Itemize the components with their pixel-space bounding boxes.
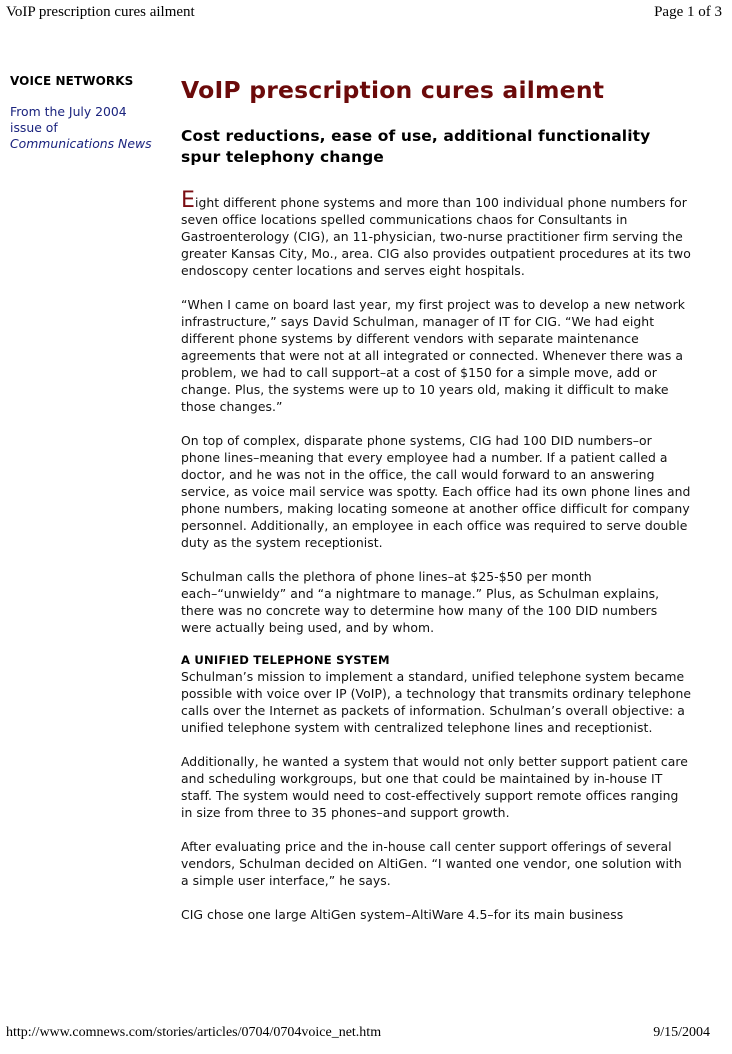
section-label: VOICE NETWORKS <box>10 74 134 88</box>
sidebar <box>10 74 170 152</box>
article <box>181 76 691 940</box>
page-url: http://www.comnews.com/stories/articles/0704/0704voice_net.htm <box>6 1025 382 1040</box>
article-subtitle: Cost reductions, ease of use, additional functionality spur telephony change <box>181 127 651 166</box>
paragraph-6: Additionally, he wanted a system that would not only better support patient care and scheduling workgroups, but one that could be maintained by in-house IT staff. The system would need to cost-effectively support remote offices ranging in size from three to 35 phones–and support growth. <box>181 754 688 820</box>
paragraph-5: Schulman’s mission to implement a standard, unified telephone system became possible with voice over IP (VoIP), a technology that transmits ordinary telephone calls over the Internet as packets of information. Schulman’s overall objective: a unified telephone system with centralized telephone lines and receptionist. <box>181 669 692 735</box>
publication-name: Communications News <box>10 136 152 151</box>
issue-note <box>10 104 170 152</box>
paragraph-text: ight different phone systems and more than 100 individual phone numbers for seven office locations spelled communications chaos for Consultants in Gastroenterology (CIG), an 11-physician, two-nurse practitioner firm serving the greater Kansas City, Mo., area. CIG also provides outpatient procedures at its two endoscopy center locations and serves eight hospitals. <box>181 195 691 278</box>
paragraph-7: After evaluating price and the in-house call center support offerings of several vendors, Schulman decided on AltiGen. “I wanted one vendor, one solution with a simple user interface,” he says. <box>181 839 682 888</box>
print-date: 9/15/2004 <box>653 1025 710 1040</box>
print-header <box>6 4 722 21</box>
paragraph-8: CIG chose one large AltiGen system–AltiWare 4.5–for its main business <box>181 907 624 922</box>
paragraph-2: “When I came on board last year, my first project was to develop a new network infrastructure,” says David Schulman, manager of IT for CIG. “We had eight different phone systems by different vendors with separate maintenance agreements that were not at all integrated or connected. Whenever there was a problem, we had to call support–at a cost of $150 for a simple move, add or change. Plus, the systems were up to 10 years old, making it difficult to make those changes.” <box>181 297 685 414</box>
paragraph-3: On top of complex, disparate phone systems, CIG had 100 DID numbers–or phone lines–meaning that every employee had a number. If a patient called a doctor, and he was not in the office, the call would forward to an answering service, as voice mail service was spotty. Each office had its own phone lines and phone numbers, making locating someone at another office difficult for company personnel. Additionally, an employee in each office was required to serve double duty as the system receptionist. <box>181 433 691 550</box>
print-footer <box>6 1025 710 1041</box>
print-header-title: VoIP prescription cures ailment <box>6 4 195 20</box>
dropcap: E <box>181 188 195 213</box>
paragraph-1 <box>181 188 691 279</box>
issue-prefix: From the July 2004 issue of <box>10 104 127 135</box>
section-subhead: A UNIFIED TELEPHONE SYSTEM <box>181 653 390 667</box>
paragraph-4: Schulman calls the plethora of phone lines–at $25-$50 per month each–“unwieldy” and “a nightmare to manage.” Plus, as Schulman explains, there was no concrete way to determine how many of the 100 DID numbers were actually being used, and by whom. <box>181 569 660 635</box>
page-number: Page 1 of 3 <box>654 4 722 20</box>
article-title: VoIP prescription cures ailment <box>181 76 605 104</box>
